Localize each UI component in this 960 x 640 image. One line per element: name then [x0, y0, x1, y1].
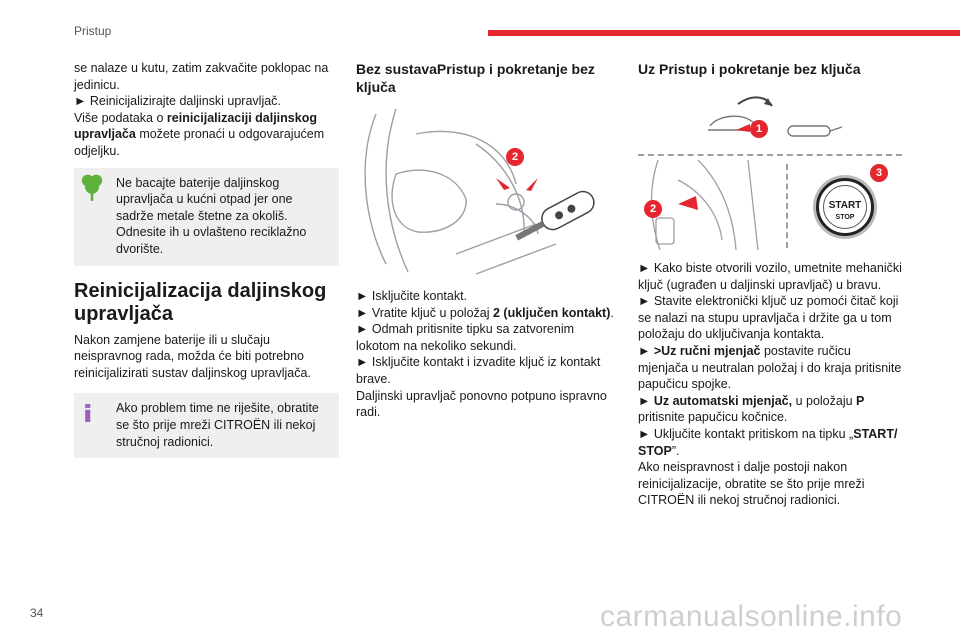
- column-3: [638, 60, 902, 509]
- step: [356, 305, 618, 322]
- info-note: [74, 393, 339, 458]
- step: ► Kako biste otvorili vozilo, umetnite mehanički ključ (ugrađen u daljinski upravljač) u bravu.: [638, 261, 902, 292]
- steering-column-drawing: [356, 104, 618, 282]
- step: ► Isključite kontakt.: [356, 289, 468, 303]
- door-handle-drawing: [638, 86, 902, 150]
- callout-2: 2: [644, 200, 662, 218]
- bold-run: reinicijalizaciji daljinskog upravljača: [74, 110, 317, 142]
- step: ► Isključite kontakt i izvadite ključ iz kontakt brave.: [356, 355, 601, 386]
- paragraph: se nalaze u kutu, zatim zakvačite poklopac na jedinicu.: [74, 61, 329, 92]
- bold-run: 2 (uključen kontakt): [492, 305, 611, 320]
- note-text: Ne bacajte baterije daljinskog upravljača u kućni otpad jer one sadrže metale štetne za okoliš. Odnesite ih u ovlašteno reciklažno dvorište.: [116, 175, 307, 256]
- start-label: START: [828, 200, 862, 211]
- column-1: [74, 60, 339, 470]
- text-run: .: [610, 305, 614, 320]
- step: ► Reinicijalizirajte daljinski upravljač.: [74, 94, 281, 109]
- paragraph: Ako neispravnost i dalje postoji nakon reinicijalizacije, obratite se što prije mreži CITROËN ili nekoj stručnoj radionici.: [638, 460, 865, 508]
- bold-run: START/ STOP: [638, 426, 898, 458]
- figure-divider-vertical: [786, 164, 788, 248]
- text-run: u položaju: [792, 393, 857, 408]
- text-run: Više podataka o: [74, 110, 167, 125]
- paragraph: [74, 110, 339, 160]
- step: [638, 343, 902, 393]
- bold-run: ► >Uz ručni mjenjač: [638, 343, 761, 358]
- paragraph: Daljinski upravljač ponovno potpuno ispravno radi.: [356, 388, 607, 420]
- paragraph: Nakon zamjene baterije ili u slučaju neispravnog rada, možda će biti potrebno reinicijalizirati sustav daljinskog upravljača.: [74, 332, 311, 380]
- recycle-icon: [80, 172, 104, 202]
- door-key-illustration: [638, 86, 902, 150]
- section-heading: Uz Pristup i pokretanje bez ključa: [638, 61, 861, 77]
- text-run: ► Uključite kontakt pritiskom na tipku „: [638, 426, 854, 441]
- text-run: ► Vratite ključ u položaj: [356, 305, 493, 320]
- figure-divider: [638, 154, 902, 156]
- running-header: Pristup: [74, 24, 112, 38]
- section-heading: Reinicijalizacija daljinskog upravljača: [74, 279, 327, 325]
- text-run: ”.: [671, 443, 680, 458]
- ignition-key-illustration: [356, 104, 618, 282]
- bold-run: P: [856, 393, 865, 408]
- section-heading: Bez sustavaPristup i pokretanje bez ključa: [356, 61, 595, 95]
- watermark: carmanualsonline.info: [600, 600, 903, 633]
- note-text: Ako problem time ne riješite, obratite se što prije mreži CITROËN ili nekoj stručnoj radionici.: [116, 401, 319, 449]
- page-number: 34: [30, 606, 44, 620]
- step: ► Odmah pritisnite tipku sa zatvorenim lokotom na nekoliko sekundi.: [356, 322, 575, 353]
- column-2: [356, 60, 618, 421]
- text-run: možete pronaći u odgovarajućem odjeljku.: [74, 127, 325, 158]
- start-stop-illustration: [638, 160, 902, 252]
- callout-3: 3: [870, 164, 888, 182]
- text-run: pritisnite papučicu kočnice.: [638, 410, 788, 425]
- callout-2: 2: [506, 148, 524, 166]
- step: [638, 393, 902, 426]
- header-accent-bar: [488, 30, 960, 36]
- callout-1: 1: [750, 120, 768, 138]
- step: ► Stavite elektronički ključ uz pomoći čitač koji se nalazi na stupu upravljača i držite ga u tom položaju do uključivanja kontakta.: [638, 294, 899, 342]
- bold-run: ► Uz automatski mjenjač,: [638, 393, 793, 408]
- text-run: postavite ručicu mjenjača u neutralan položaj i do kraja pritisnite papučicu spojke.: [638, 343, 902, 392]
- info-icon: [82, 399, 96, 427]
- step: [638, 426, 902, 459]
- recycling-note: [74, 168, 339, 266]
- stop-label: STOP: [835, 214, 855, 221]
- start-stop-button: [816, 178, 874, 236]
